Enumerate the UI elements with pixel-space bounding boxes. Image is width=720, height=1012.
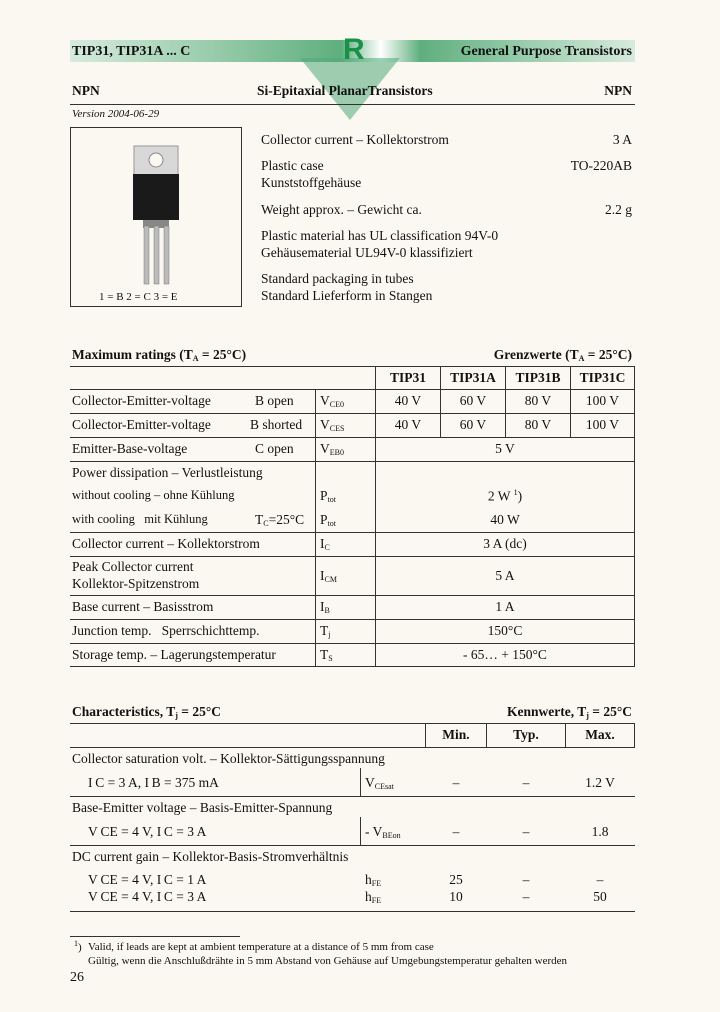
row-vebo-cond: C open <box>255 441 294 456</box>
vcesat-max: 1.2 V <box>585 775 615 790</box>
row-icm-value: 5 A <box>495 568 515 583</box>
row-icm-label: Peak Collector current <box>72 559 194 574</box>
hfe-min-1: 25 <box>449 872 463 887</box>
row-ptot-a-label: without cooling – ohne Kühlung <box>72 488 235 502</box>
row-ptot-a-sym: $P_{tot}$ <box>320 488 336 504</box>
row-vceo-label: Collector-Emitter-voltage <box>72 393 211 408</box>
col-min: Min. <box>442 727 470 742</box>
row-vceo-sym: $V_{CE0}$ <box>320 393 344 409</box>
spec-case-value: TO-220AB <box>570 158 632 173</box>
spec-weight: Weight approx. – Gewicht ca. <box>261 202 422 217</box>
vcesat-title: Collector saturation volt. – Kollektor-Sättigungsspannung <box>72 751 385 766</box>
hfe-cond-1: V CE = 4 V, I C = 1 A <box>88 872 207 887</box>
row-vebo-value: 5 V <box>495 441 515 456</box>
row-vceo-tip31b: 80 V <box>524 393 552 408</box>
hfe-sym-2: $h_{FE}$ <box>365 889 382 905</box>
package-image-box <box>70 127 242 307</box>
spec-packaging: Standard packaging in tubes <box>261 271 414 286</box>
row-ptot-b-cond: $T_C=25^\circ C$ <box>255 512 305 528</box>
characteristics-title: Characteristics, $T_j = 25^\circ C$ <box>72 704 221 720</box>
subtitle: Si-Epitaxial PlanarTransistors <box>257 83 433 98</box>
hfe-cond-2: V CE = 4 V, I C = 3 A <box>88 889 207 904</box>
category-title: General Purpose Transistors <box>460 44 632 59</box>
row-vces-tip31: 40 V <box>394 417 422 432</box>
spec-collector-current: Collector current – Kollektorstrom <box>261 132 449 147</box>
spec-packaging-de: Standard Lieferform in Stangen <box>261 288 433 303</box>
spec-case-de: Kunststoffgehäuse <box>261 175 362 190</box>
max-ratings-title: Maximum ratings $(T_A = 25^\circ C)$ <box>72 347 247 363</box>
pin-legend: 1 = B 2 = C 3 = E <box>99 291 178 303</box>
col-tip31: TIP31 <box>389 370 426 385</box>
kennwerte-title: Kennwerte, $T_j = 25^\circ C$ <box>506 704 632 720</box>
row-ptot-b-label: with cooling mit Kühlung <box>72 512 208 526</box>
row-tj-label: Junction temp. Sperrschichttemp. <box>72 623 260 638</box>
row-vceo-tip31c: 100 V <box>585 393 620 408</box>
row-ptot-a-value: 2 W $^1$) <box>487 488 523 504</box>
row-ib-value: 1 A <box>495 599 515 614</box>
hfe-typ-2: – <box>522 889 530 904</box>
row-vces-sym: $V_{CES}$ <box>320 417 345 433</box>
row-ptot-b-sym: $P_{tot}$ <box>320 512 336 528</box>
row-ic-value: 3 A (dc) <box>483 536 527 551</box>
hfe-max-1: – <box>596 872 604 887</box>
vcesat-cond: I C = 3 A, I B = 375 mA <box>88 775 219 790</box>
vbe-title: Base-Emitter voltage – Basis-Emitter-Spannung <box>72 800 333 815</box>
spec-case: Plastic case <box>261 158 324 173</box>
header-rule <box>70 104 635 105</box>
row-ptot-b-value: 40 W <box>490 512 520 527</box>
col-tip31c: TIP31C <box>579 370 626 385</box>
row-icm-label-de: Kollektor-Spitzenstrom <box>72 576 200 591</box>
col-max: Max. <box>585 727 615 742</box>
company-logo: R <box>343 33 365 66</box>
row-vebo-label: Emitter-Base-voltage <box>72 441 188 456</box>
vbe-cond: V CE = 4 V, I C = 3 A <box>88 824 207 839</box>
col-typ: Typ. <box>513 727 539 742</box>
row-vces-cond: B shorted <box>250 417 303 432</box>
row-ts-value: - 65… + 150°C <box>463 647 547 662</box>
row-vebo-sym: $V_{EB0}$ <box>320 441 344 457</box>
row-ic-label: Collector current – Kollektorstrom <box>72 536 260 551</box>
vbe-typ: – <box>522 824 530 839</box>
row-vceo-cond: B open <box>255 393 294 408</box>
spec-ul: Plastic material has UL classification 94V-0 <box>261 228 499 243</box>
row-vces-label: Collector-Emitter-voltage <box>72 417 211 432</box>
vbe-min: – <box>452 824 460 839</box>
to220-package-icon <box>71 128 241 306</box>
row-ts-label: Storage temp. – Lagerungstemperatur <box>72 647 276 662</box>
hfe-title: DC current gain – Kollektor-Basis-Stromverhältnis <box>72 849 349 864</box>
row-vceo-tip31: 40 V <box>394 393 422 408</box>
col-tip31a: TIP31A <box>450 370 496 385</box>
vcesat-typ: – <box>522 775 530 790</box>
row-tj-sym: $T_j$ <box>320 623 331 639</box>
vbe-sym: - $V_{BEon}$ <box>365 824 401 840</box>
row-ts-sym: $T_S$ <box>320 647 333 663</box>
row-ptot-label: Power dissipation – Verlustleistung <box>72 465 263 480</box>
row-ib-label: Base current – Basisstrom <box>72 599 214 614</box>
polarity-right: NPN <box>604 83 632 98</box>
row-ib-sym: $I_B$ <box>320 599 330 615</box>
hfe-sym-1: $h_{FE}$ <box>365 872 382 888</box>
row-vces-tip31c: 100 V <box>585 417 620 432</box>
vcesat-min: – <box>452 775 460 790</box>
spec-weight-value: 2.2 g <box>605 202 632 217</box>
row-ic-sym: $I_C$ <box>320 536 330 552</box>
polarity-left: NPN <box>72 83 100 98</box>
row-icm-sym: $I_{CM}$ <box>320 568 337 584</box>
hfe-min-2: 10 <box>449 889 463 904</box>
page-number: 26 <box>70 970 84 985</box>
row-vceo-tip31a: 60 V <box>459 393 487 408</box>
footnote-marker: $^1$) <box>74 939 82 954</box>
footnote-rule <box>70 936 240 937</box>
vcesat-sym: $V_{CEsat}$ <box>365 775 394 791</box>
hfe-typ-1: – <box>522 872 530 887</box>
version-label: Version 2004-06-29 <box>72 108 160 120</box>
row-vces-tip31a: 60 V <box>459 417 487 432</box>
row-tj-value: 150°C <box>487 623 523 638</box>
footnote-de: Gültig, wenn die Anschlußdrähte in 5 mm Abstand von Gehäuse auf Umgebungstemperatur gehalten werden <box>88 955 567 967</box>
row-vces-tip31b: 80 V <box>524 417 552 432</box>
footnote-en: Valid, if leads are kept at ambient temperature at a distance of 5 mm from case <box>88 941 434 953</box>
spec-collector-current-value: 3 A <box>612 132 632 147</box>
part-title: TIP31, TIP31A ... C <box>72 44 191 59</box>
vbe-max: 1.8 <box>591 824 609 839</box>
spec-ul-de: Gehäusematerial UL94V-0 klassifiziert <box>261 245 473 260</box>
col-tip31b: TIP31B <box>515 370 561 385</box>
hfe-max-2: 50 <box>593 889 607 904</box>
grenzwerte-title: Grenzwerte $(T_A = 25^\circ C)$ <box>493 347 632 363</box>
